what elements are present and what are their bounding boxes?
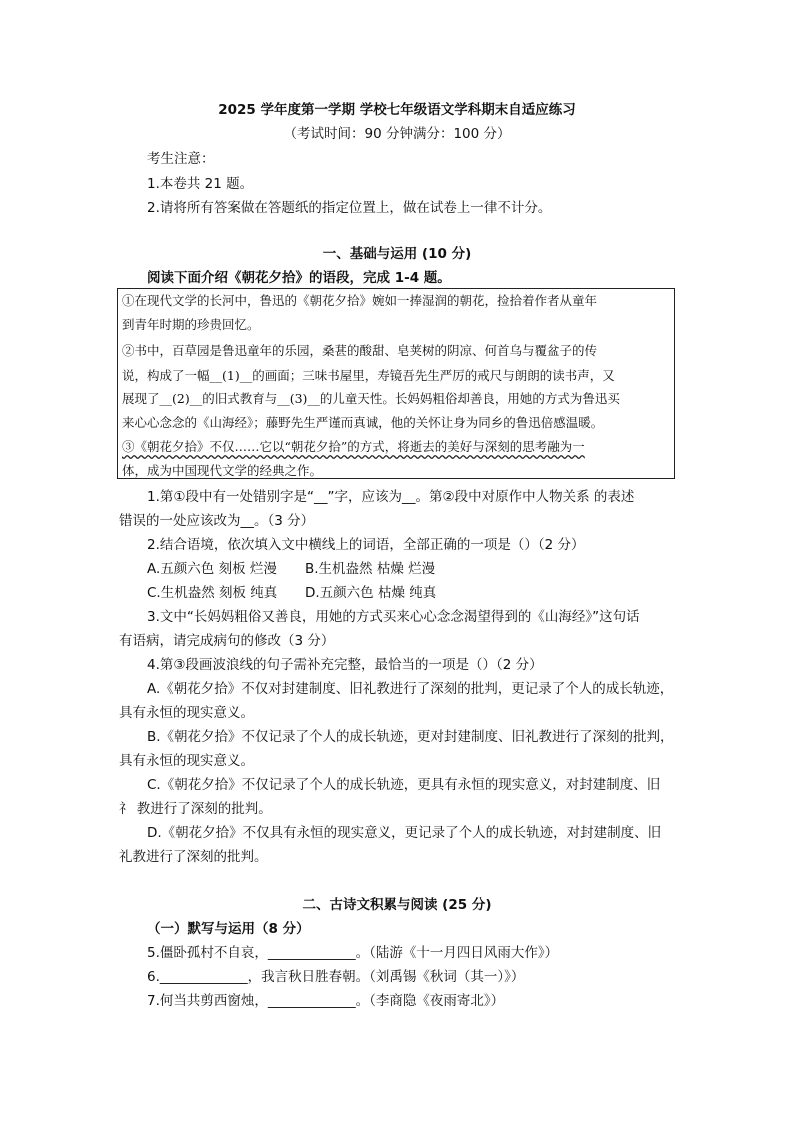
passage-line: ②书中，百草园是鲁迅童年的乐园，桑葚的酸甜、皂荚树的阴凉、何首乌与覆盆子的传 — [122, 343, 598, 358]
question-3: 3.文中“长妈妈粗俗又善良，用她的方式买来心心念念渴望得到的《山海经》”这句话 — [147, 609, 640, 625]
exam-subtitle: （考试时间：90 分钟满分：100 分） — [283, 126, 511, 142]
question-4: 4.第③段画波浪线的句子需补充完整，最恰当的一项是（）（2 分） — [147, 657, 543, 673]
notice-item: 2.请将所有答案做在答题纸的指定位置上，做在试卷上一律不计分。 — [147, 200, 552, 216]
q4-option-b: B.《朝花夕拾》不仅记录了个人的成长轨迹，更对封建制度、旧礼教进行了深刻的批判， — [147, 729, 674, 745]
passage-line: 体，成为中国现代文学的经典之作。 — [122, 463, 323, 478]
question-2: 2.结合语境，依次填入文中横线上的词语，全部正确的一项是（）（2 分） — [147, 537, 585, 553]
section1-intro: 阅读下面介绍《朝花夕拾》的语段，完成 1-4 题。 — [147, 270, 451, 286]
passage-line-wavy: ③《朝花夕拾》不仅……它以“朝花夕拾”的方式，将逝去的美好与深刻的思考融为一 — [122, 439, 585, 454]
passage-line: 说，构成了一幅__(1)__的画面；三味书屋里，寿镜吾先生严厉的戒尺与朗朗的读书声，又 — [122, 368, 615, 383]
question-1-cont: 错误的一处应该改为__。（3 分） — [119, 513, 315, 529]
passage-line: 到青年时期的珍贵回忆。 — [122, 317, 260, 332]
passage-line: 来心心念念的《山海经》；藤野先生严谨而真诚，他的关怀让身为同乡的鲁迅倍感温暖。 — [122, 415, 604, 430]
q2-option-b: B.生机盎然 枯燥 烂漫 — [305, 561, 436, 577]
question-6: 6._____________，我言秋日胜春朝。（刘禹锡《秋词（其一）》） — [147, 969, 525, 985]
exam-title: 2025 学年度第一学期 学校七年级语文学科期末自适应练习 — [218, 102, 576, 118]
passage-line: ①在现代文学的长河中，鲁迅的《朝花夕拾》婉如一捧湿润的朝花，捡拾着作者从童年 — [122, 293, 598, 308]
q4-option-c-cont: 礻 教进行了深刻的批判。 — [119, 801, 272, 817]
q4-option-a: A.《朝花夕拾》不仅对封建制度、旧礼教进行了深刻的批判，更记录了个人的成长轨迹， — [147, 681, 674, 697]
notice-heading: 考生注意： — [147, 151, 215, 167]
passage-line: 展现了__(2)__的旧式教育与__(3)__的儿童天性。长妈妈粗俗却善良，用她的方式为鲁迅买 — [122, 391, 620, 406]
q2-option-a: A.五颜六色 刻板 烂漫 — [147, 561, 277, 577]
question-5: 5.僵卧孤村不自哀，_____________。（陆游《十一月四日风雨大作》） — [147, 945, 559, 961]
section2-subheading: （一）默写与运用（8 分） — [147, 921, 310, 937]
passage-box — [117, 288, 675, 479]
q4-option-d-cont: 礼教进行了深刻的批判。 — [119, 849, 268, 865]
notice-item: 1.本卷共 21 题。 — [147, 176, 254, 192]
q2-option-d: D.五颜六色 枯燥 纯真 — [305, 585, 437, 601]
question-3-cont: 有语病，请完成病句的修改（3 分） — [119, 633, 335, 649]
q4-option-d: D.《朝花夕拾》不仅具有永恒的现实意义，更记录了个人的成长轨迹，对封建制度、旧 — [147, 825, 662, 841]
question-7: 7.何当共剪西窗烛，_____________。（李商隐《夜雨寄北》） — [147, 993, 505, 1009]
q4-option-a-cont: 具有永恒的现实意义。 — [119, 705, 254, 721]
q2-option-c: C.生机盎然 刻板 纯真 — [147, 585, 278, 601]
question-1: 1.第①段中有一处错别字是“__”字，应该为__。第②段中对原作中人物关系 的表述 — [147, 489, 635, 505]
section1-title: 一、基础与运用 (10 分) — [322, 246, 472, 262]
q4-option-b-cont: 具有永恒的现实意义。 — [119, 753, 254, 769]
q4-option-c: C.《朝花夕拾》不仅记录了个人的成长轨迹，更具有永恒的现实意义，对封建制度、旧 — [147, 777, 661, 793]
section2-title: 二、古诗文积累与阅读 (25 分) — [302, 897, 492, 913]
